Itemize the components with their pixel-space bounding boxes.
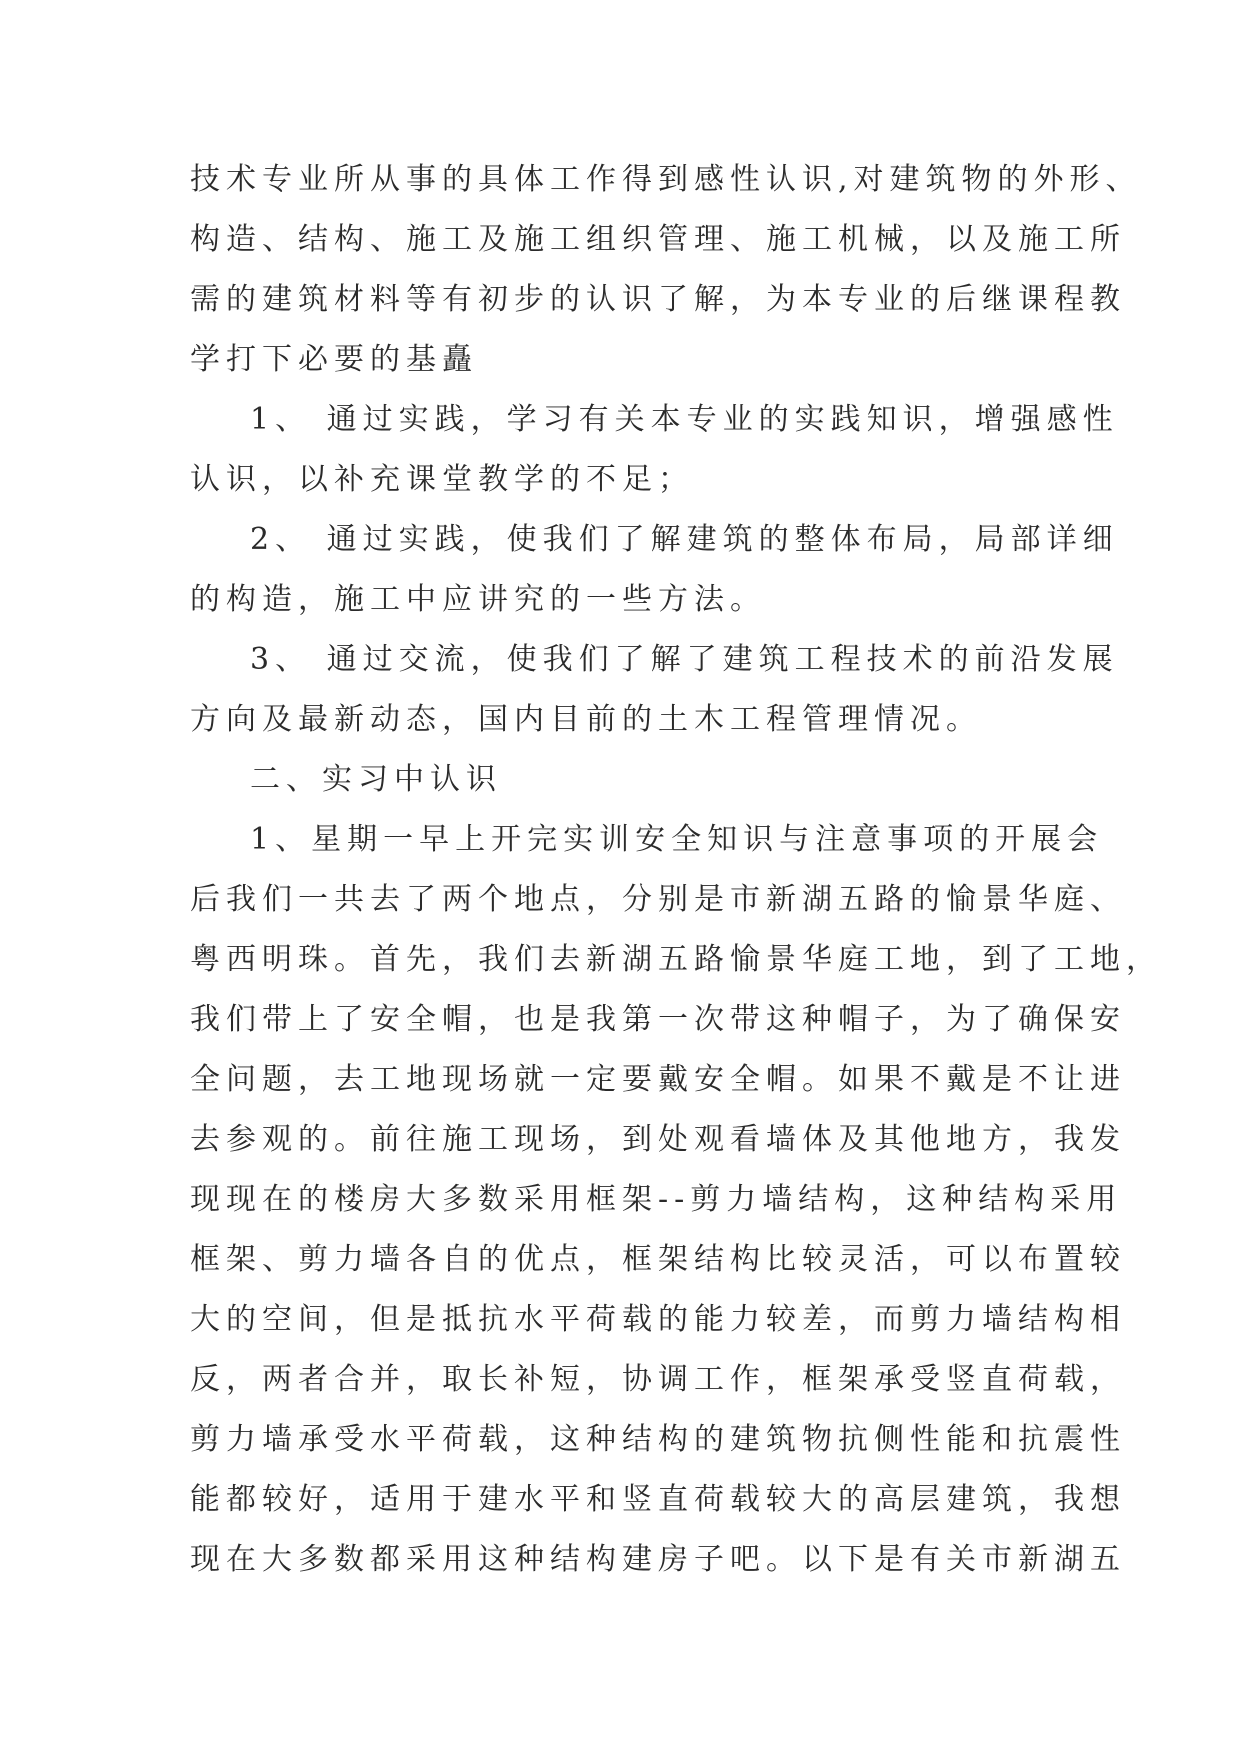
text-line: 构造、结构、施工及施工组织管理、施工机械，以及施工所 <box>190 222 1126 257</box>
text-line: 全问题，去工地现场就一定要戴安全帽。如果不戴是不让进 <box>190 1062 1126 1097</box>
text-line: 粤西明珠。首先，我们去新湖五路愉景华庭工地，到了工地， <box>190 942 1162 977</box>
text-line: 2、 通过实践，使我们了解建筑的整体布局，局部详细 <box>250 522 1119 557</box>
text-line: 反，两者合并，取长补短，协调工作，框架承受竖直荷载， <box>190 1362 1126 1397</box>
text-line: 现现在的楼房大多数采用框架--剪力墙结构，这种结构采用 <box>190 1182 1123 1217</box>
text-line: 学打下必要的基矗 <box>190 342 478 377</box>
text-line: 的构造，施工中应讲究的一些方法。 <box>190 582 766 617</box>
text-line: 现在大多数都采用这种结构建房子吧。以下是有关市新湖五 <box>190 1542 1126 1577</box>
text-line: 3、 通过交流，使我们了解了建筑工程技术的前沿发展 <box>250 642 1119 677</box>
text-line: 1、 通过实践，学习有关本专业的实践知识，增强感性 <box>250 402 1119 437</box>
text-line: 剪力墙承受水平荷载，这种结构的建筑物抗侧性能和抗震性 <box>190 1422 1126 1457</box>
text-line: 方向及最新动态，国内目前的土木工程管理情况。 <box>190 702 982 737</box>
text-line: 需的建筑材料等有初步的认识了解，为本专业的后继课程教 <box>190 282 1126 317</box>
text-line: 认识，以补充课堂教学的不足； <box>190 462 694 497</box>
body-text <box>190 150 1162 1590</box>
text-line: 能都较好，适用于建水平和竖直荷载较大的高层建筑，我想 <box>190 1482 1126 1517</box>
text-line: 我们带上了安全帽，也是我第一次带这种帽子，为了确保安 <box>190 1002 1126 1037</box>
text-line: 技术专业所从事的具体工作得到感性认识,对建筑物的外形、 <box>190 162 1142 197</box>
text-line: 框架、剪力墙各自的优点，框架结构比较灵活，可以布置较 <box>190 1242 1126 1277</box>
text-line: 大的空间，但是抵抗水平荷载的能力较差，而剪力墙结构相 <box>190 1302 1126 1337</box>
text-line: 去参观的。前往施工现场，到处观看墙体及其他地方，我发 <box>190 1122 1126 1157</box>
text-line: 后我们一共去了两个地点，分别是市新湖五路的愉景华庭、 <box>190 882 1126 917</box>
section-heading: 二、实习中认识 <box>250 762 502 797</box>
text-line: 1、星期一早上开完实训安全知识与注意事项的开展会 <box>250 822 1104 857</box>
